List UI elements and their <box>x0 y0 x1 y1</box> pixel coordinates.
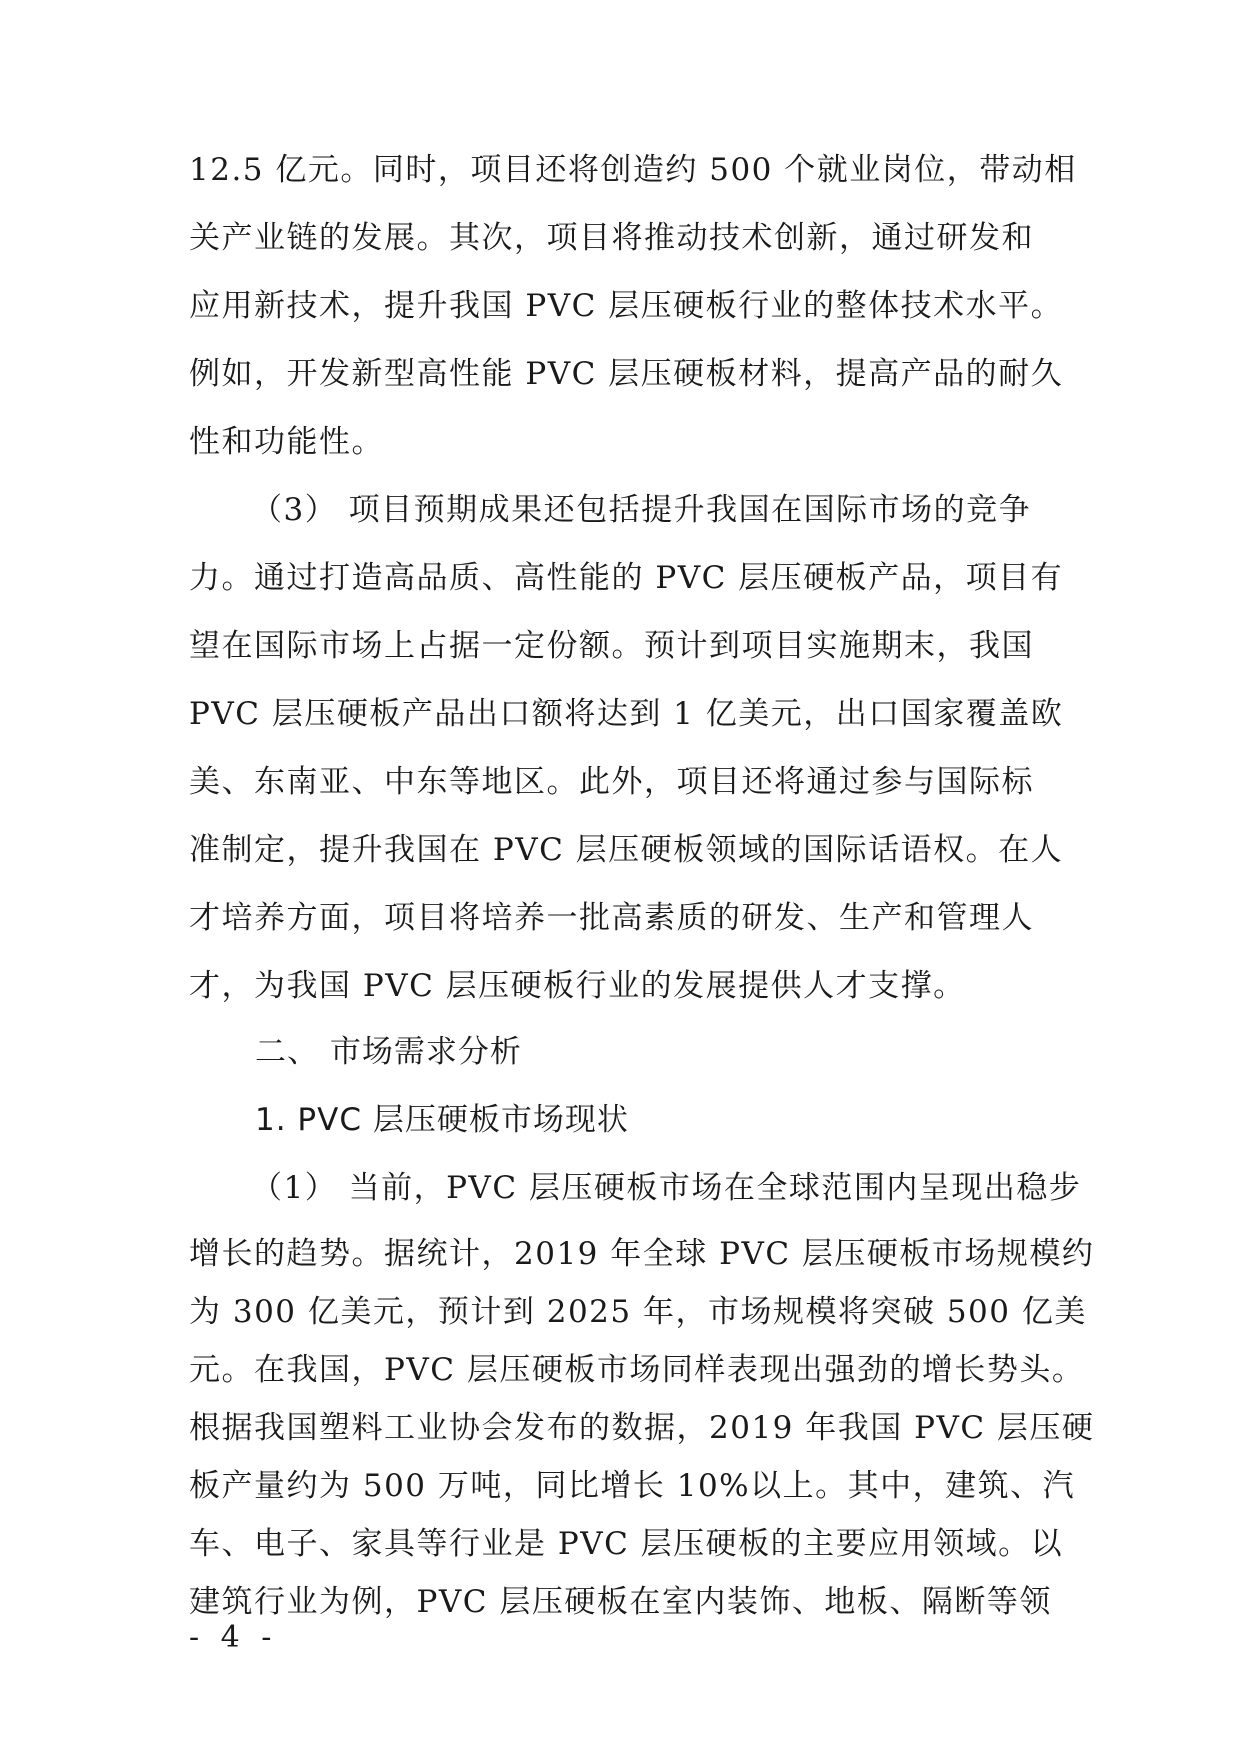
body-text-line: 才，为我国 PVC 层压硬板行业的发展提供人才支撑。 <box>189 968 966 1004</box>
body-text-line: 应用新技术，提升我国 PVC 层压硬板行业的整体技术水平。 <box>189 288 1064 324</box>
page-number: - 4 - <box>189 1620 278 1655</box>
body-text-line: PVC 层压硬板产品出口额将达到 1 亿美元，出口国家覆盖欧 <box>189 696 1064 732</box>
subsection-heading: 1. PVC 层压硬板市场现状 <box>255 1102 629 1138</box>
paragraph-start-line: （1） 当前，PVC 层压硬板市场在全球范围内呈现出稳步 <box>251 1170 1082 1206</box>
body-text-line: 板产量约为 500 万吨，同比增长 10%以上。其中，建筑、汽 <box>189 1468 1076 1504</box>
body-text-line: 元。在我国，PVC 层压硬板市场同样表现出强劲的增长势头。 <box>189 1352 1085 1388</box>
body-text-line: 建筑行业为例，PVC 层压硬板在室内装饰、地板、隔断等领 <box>189 1584 1052 1620</box>
body-text-line: 准制定，提升我国在 PVC 层压硬板领域的国际话语权。在人 <box>189 832 1064 868</box>
body-text-line: 望在国际市场上占据一定份额。预计到项目实施期末，我国 <box>189 628 1034 664</box>
body-text-line: 12.5 亿元。同时，项目还将创造约 500 个就业岗位，带动相 <box>189 152 1077 188</box>
body-text-line: 力。通过打造高品质、高性能的 PVC 层压硬板产品，项目有 <box>189 560 1064 596</box>
body-text-line: 美、东南亚、中东等地区。此外，项目还将通过参与国际标 <box>189 764 1034 800</box>
body-text-line: 关产业链的发展。其次，项目将推动技术创新，通过研发和 <box>189 220 1034 256</box>
body-text-line: 才培养方面，项目将培养一批高素质的研发、生产和管理人 <box>189 900 1034 936</box>
body-text-line: 车、电子、家具等行业是 PVC 层压硬板的主要应用领域。以 <box>189 1526 1064 1562</box>
body-text-line: 例如，开发新型高性能 PVC 层压硬板材料，提高产品的耐久 <box>189 356 1064 392</box>
body-text-line: 性和功能性。 <box>189 424 384 460</box>
body-text-line: 为 300 亿美元，预计到 2025 年，市场规模将突破 500 亿美 <box>189 1294 1087 1330</box>
section-heading: 二、 市场需求分析 <box>255 1034 522 1070</box>
body-text-line: 增长的趋势。据统计，2019 年全球 PVC 层压硬板市场规模约 <box>189 1236 1095 1272</box>
body-text-line: 根据我国塑料工业协会发布的数据，2019 年我国 PVC 层压硬 <box>189 1410 1095 1446</box>
paragraph-start-line: （3） 项目预期成果还包括提升我国在国际市场的竞争 <box>251 492 1032 528</box>
